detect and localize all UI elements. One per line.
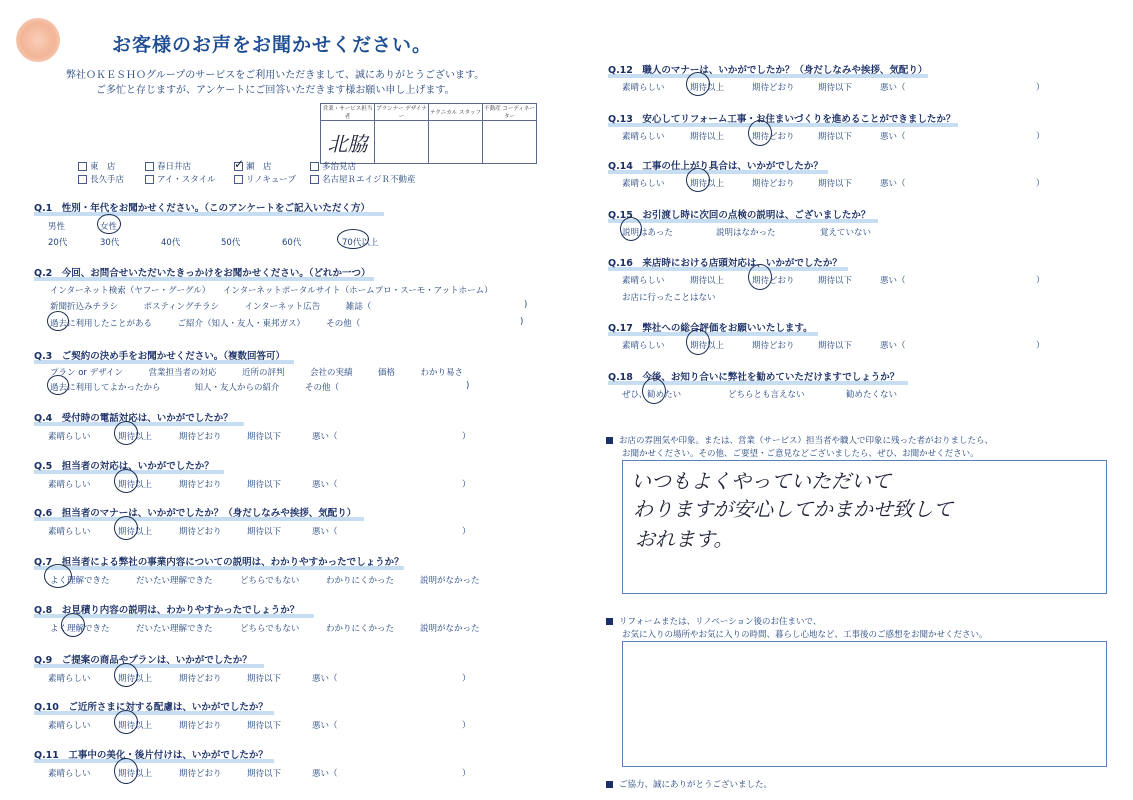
q10-rating-bad[interactable]: 悪い（	[312, 721, 338, 731]
q16-rating-above[interactable]: 期待以上	[690, 276, 725, 286]
q7-option-none[interactable]: 説明がなかった	[420, 576, 480, 586]
q16-label: Q.16 来店時における店頭対応は、いかがでしたか？	[608, 255, 842, 269]
q18-option-not-recommend[interactable]: 勧めたくない	[846, 390, 898, 400]
q7-label: Q.7 担当者による弊社の事業内容についての説明は、わかりやすかったでしょうか？	[34, 557, 404, 568]
intro-line-1: 弊社ＯＫＥＳＨＯグループのサービスをご利用いただきまして、誠にありがとうございます。	[66, 70, 485, 81]
staff-realestate-cell[interactable]	[483, 121, 537, 164]
comment1-prompt-2: お聞かせください。その他、ご要望・ご意見などございましたら、ぜひ、お聞かせください。	[622, 449, 979, 459]
comment1-line-2: わりますが安心してかまかせ致して	[633, 497, 953, 521]
q9-paren: ）	[462, 674, 471, 684]
q14-rating-excellent[interactable]: 素晴らしい	[622, 179, 665, 189]
store-label: 多治見店	[322, 162, 357, 172]
store-label: リノキューブ	[246, 175, 296, 185]
q14-rating-expected[interactable]: 期待どおり	[752, 179, 795, 189]
q11-rating-bad[interactable]: 悪い（	[312, 769, 338, 779]
answer-circle	[114, 663, 138, 687]
q5-paren: ）	[462, 480, 471, 490]
staff-header-planner: プランナー デザイナー	[375, 104, 429, 121]
q16-rating-below[interactable]: 期待以下	[818, 276, 853, 286]
store-option-kasugai[interactable]	[145, 160, 191, 172]
q8-option-neither[interactable]: どちらでもない	[240, 624, 300, 634]
q4-rating-below[interactable]: 期待以下	[247, 432, 282, 442]
q17-rating-above[interactable]: 期待以上	[690, 341, 725, 351]
store-option-istyle[interactable]	[145, 173, 216, 185]
q2-paren: )	[524, 300, 528, 310]
q6-rating-below[interactable]: 期待以下	[247, 527, 282, 537]
answer-circle	[748, 264, 772, 290]
q18-label: Q.18 今後、お知り合いに弊社を勧めていただけますでしょうか？	[608, 369, 899, 383]
q6-paren: ）	[462, 527, 471, 537]
q14-rating-bad[interactable]: 悪い（	[880, 179, 906, 189]
q8-option-mostly[interactable]: だいたい理解できた	[136, 624, 213, 634]
q9-label: Q.9 ご提案の商品やプランは、いかがでしたか？	[34, 652, 252, 666]
q4-label: Q.4 受付時の電話対応は、いかがでしたか？	[34, 410, 233, 424]
answer-circle	[114, 758, 138, 784]
checkbox-checked[interactable]	[234, 157, 245, 171]
answer-circle	[47, 375, 69, 395]
q6-rating-expected[interactable]: 期待どおり	[179, 527, 222, 537]
q9-rating-above[interactable]: 期待以上	[118, 674, 153, 684]
q12-rating-above[interactable]: 期待以上	[690, 83, 725, 93]
q18-option-recommend[interactable]: ぜひ、勧めたい	[622, 390, 682, 400]
q10-rating-above[interactable]: 期待以上	[118, 721, 153, 731]
q12-rating-excellent[interactable]: 素晴らしい	[622, 83, 665, 93]
store-label: 長久手店	[90, 175, 125, 185]
comment2-prompt-2: お気に入りの場所やお気に入りの時間、暮らし心地など、工事後のご感想をお聞かせください。	[622, 630, 988, 640]
intro-line-2: ご多忙と存じますが、アンケートにご回答いただきます様お願い申し上げます。	[96, 85, 455, 96]
answer-circle	[114, 469, 138, 493]
q10-rating-expected[interactable]: 期待どおり	[179, 721, 222, 731]
q5-rating-expected[interactable]: 期待どおり	[179, 480, 222, 490]
store-option-nagoya-realestate[interactable]	[310, 173, 416, 185]
staff-name: 北脇	[327, 131, 368, 156]
comment2-box[interactable]	[622, 641, 1107, 767]
q11-rating-above[interactable]: 期待以上	[118, 769, 153, 779]
q6-rating-above[interactable]: 期待以上	[118, 527, 153, 537]
q3-label: Q.3 ご契約の決め手をお聞かせください。（複数回答可）	[34, 348, 285, 362]
q1-age-70plus[interactable]: 70代以上	[342, 238, 379, 248]
q9-rating-excellent[interactable]: 素晴らしい	[48, 674, 91, 684]
q11-rating-excellent[interactable]: 素晴らしい	[48, 769, 91, 779]
store-option-renocube[interactable]	[234, 173, 296, 185]
q12-paren: ）	[1036, 83, 1045, 93]
q15-option-explained[interactable]: 説明はあった	[622, 228, 673, 238]
q6-rating-bad[interactable]: 悪い（	[312, 527, 338, 537]
q1-gender-female[interactable]: 女性	[100, 222, 118, 232]
store-label: 瀬 店	[246, 162, 272, 172]
answer-circle	[114, 421, 138, 445]
q17-rating-excellent[interactable]: 素晴らしい	[622, 341, 665, 351]
q10-paren: ）	[462, 721, 471, 731]
q15-label: Q.15 お引渡し時に次回の点検の説明は、ございましたか？	[608, 207, 870, 221]
q7-option-well[interactable]: よく理解できた	[50, 576, 110, 586]
q16-rating-excellent[interactable]: 素晴らしい	[622, 276, 665, 286]
staff-name-cell[interactable]	[321, 121, 375, 164]
q5-label: Q.5 担当者の対応は、いかがでしたか？	[34, 458, 214, 472]
q1-gender-male[interactable]: 男性	[48, 222, 66, 232]
answer-circle	[47, 311, 69, 331]
q13-rating-excellent[interactable]: 素晴らしい	[622, 132, 665, 142]
answer-circle	[620, 217, 642, 241]
q7-option-mostly[interactable]: だいたい理解できた	[136, 576, 213, 586]
q13-rating-expected[interactable]: 期待どおり	[752, 132, 795, 142]
q1-age-50[interactable]: 50代	[221, 238, 241, 248]
page-title: お客様のお声をお聞かせください。	[112, 34, 433, 56]
q14-rating-above[interactable]: 期待以上	[690, 179, 725, 189]
q4-rating-excellent[interactable]: 素晴らしい	[48, 432, 91, 442]
staff-header-sales: 営業・サービス担当者	[321, 104, 375, 121]
q13-rating-below[interactable]: 期待以下	[818, 132, 853, 142]
staff-header-realestate: 不動産 コーディネーター	[483, 104, 537, 121]
store-option-higashi[interactable]	[78, 160, 116, 172]
q4-rating-bad[interactable]: 悪い（	[312, 432, 338, 442]
q9-rating-bad[interactable]: 悪い（	[312, 674, 338, 684]
q8-option-well[interactable]: よく理解できた	[50, 624, 110, 634]
q4-rating-expected[interactable]: 期待どおり	[179, 432, 222, 442]
q8-label: Q.8 お見積り内容の説明は、わかりやすかったでしょうか？	[34, 602, 299, 616]
q14-label: Q.14 工事の仕上がり具合は、いかがでしたか？	[608, 158, 823, 172]
q7-option-neither[interactable]: どちらでもない	[240, 576, 300, 586]
q6-label: Q.6 担当者のマナーは、いかがでしたか？（身だしなみや挨拶、気配り）	[34, 505, 356, 519]
bullet-square-icon	[606, 437, 613, 444]
q1-age-40[interactable]: 40代	[161, 238, 181, 248]
q4-paren: ）	[462, 432, 471, 442]
q2-label: Q.2 今回、お問合せいただいたきっかけをお聞かせください。（どれか一つ）	[34, 265, 371, 279]
q12-rating-below[interactable]: 期待以下	[818, 83, 853, 93]
check-mark-icon: ✓	[234, 157, 245, 171]
q9-rating-expected[interactable]: 期待どおり	[179, 674, 222, 684]
q11-label: Q.11 工事中の美化・後片付けは、いかがでしたか？	[34, 747, 268, 761]
q16-option-never-visited[interactable]: お店に行ったことはない	[622, 293, 716, 303]
q10-label: Q.10 ご近所さまに対する配慮は、いかがでしたか？	[34, 699, 268, 713]
q2-options-line-2[interactable]: 新聞折込みチラシ ポスティングチラシ インターネット広告 雑誌（	[50, 302, 372, 312]
q1-age-30[interactable]: 30代	[100, 238, 120, 248]
answer-circle	[61, 613, 85, 637]
q17-paren: ）	[1036, 341, 1045, 351]
comment1-line-3: おれます。	[635, 527, 734, 551]
q5-rating-below[interactable]: 期待以下	[247, 480, 282, 490]
q13-paren: ）	[1036, 132, 1045, 142]
store-option-tajimi[interactable]	[310, 160, 356, 172]
q16-rating-bad[interactable]: 悪い（	[880, 276, 906, 286]
q8-option-unclear[interactable]: わかりにくかった	[326, 624, 395, 634]
q16-paren: ）	[1036, 276, 1045, 286]
q12-rating-bad[interactable]: 悪い（	[880, 83, 906, 93]
q17-label: Q.17 弊社への総合評価をお願いいたします。	[608, 320, 813, 334]
q6-rating-excellent[interactable]: 素晴らしい	[48, 527, 91, 537]
stamp-seal	[16, 18, 60, 62]
q11-rating-expected[interactable]: 期待どおり	[179, 769, 222, 779]
checkbox[interactable]	[145, 162, 154, 171]
q14-rating-below[interactable]: 期待以下	[818, 179, 853, 189]
answer-circle	[686, 329, 710, 355]
q10-rating-excellent[interactable]: 素晴らしい	[48, 721, 91, 731]
q1-label: Q.1 性別・年代をお聞かせください。（このアンケートをご記入いただく方）	[34, 200, 370, 214]
q11-paren: ）	[462, 769, 471, 779]
q5-rating-bad[interactable]: 悪い（	[312, 480, 338, 490]
q16-rating-expected[interactable]: 期待どおり	[752, 276, 795, 286]
answer-circle	[337, 229, 369, 249]
comment2-prompt: リフォームまたは、リノベーション後のお住まいで、	[606, 615, 821, 627]
checkbox[interactable]	[78, 175, 87, 184]
answer-circle	[44, 564, 72, 588]
checkbox[interactable]	[78, 162, 87, 171]
footer-thanks: ご協力、誠にありがとうございました。	[606, 778, 772, 790]
q13-rating-bad[interactable]: 悪い（	[880, 132, 906, 142]
answer-circle	[686, 168, 710, 192]
q13-label: Q.13 安心してリフォーム工事・お住まいづくりを進めることができましたか？	[608, 111, 955, 125]
checkbox[interactable]	[310, 175, 319, 184]
q15-option-not-explained[interactable]: 説明はなかった	[716, 228, 776, 238]
q10-rating-below[interactable]: 期待以下	[247, 721, 282, 731]
answer-circle	[748, 120, 772, 146]
q13-rating-above[interactable]: 期待以上	[690, 132, 725, 142]
checkbox[interactable]	[145, 175, 154, 184]
bullet-square-icon	[606, 781, 613, 788]
checkbox[interactable]	[310, 162, 319, 171]
q1-age-20[interactable]: 20代	[48, 238, 68, 248]
q2-options-line-3[interactable]: 過去に利用したことがある ご紹介（知人・友人・東邦ガス） その他（	[50, 319, 361, 329]
q9-rating-below[interactable]: 期待以下	[247, 674, 282, 684]
bullet-square-icon	[606, 618, 613, 625]
q4-rating-above[interactable]: 期待以上	[118, 432, 153, 442]
q17-rating-bad[interactable]: 悪い（	[880, 341, 906, 351]
answer-circle	[114, 516, 138, 540]
q3-options-line-1[interactable]: プラン or デザイン 営業担当者の対応 近所の評判 会社の実績 価格 わかり易さ	[50, 368, 464, 378]
q1-age-60[interactable]: 60代	[282, 238, 302, 248]
staff-technical-cell[interactable]	[429, 121, 483, 164]
q7-option-unclear[interactable]: わかりにくかった	[326, 576, 395, 586]
staff-planner-cell[interactable]	[375, 121, 429, 164]
q3-options-line-2[interactable]: 過去に利用してよかったから 知人・友人からの紹介 その他（	[50, 383, 340, 393]
q17-rating-below[interactable]: 期待以下	[818, 341, 853, 351]
comment1-box[interactable]	[622, 460, 1107, 594]
answer-circle	[686, 72, 710, 96]
store-label: アイ・スタイル	[157, 175, 216, 185]
q12-rating-expected[interactable]: 期待どおり	[752, 83, 795, 93]
staff-table	[320, 103, 537, 164]
q14-paren: ）	[1036, 179, 1045, 189]
answer-circle	[97, 214, 121, 234]
store-label: 東 店	[90, 162, 116, 172]
store-label: 名古屋ＲエイジＲ不動産	[322, 175, 416, 185]
store-option-seto[interactable]	[234, 157, 272, 172]
q5-rating-excellent[interactable]: 素晴らしい	[48, 480, 91, 490]
q18-option-undecided[interactable]: どちらとも言えない	[728, 390, 805, 400]
q5-rating-above[interactable]: 期待以上	[118, 480, 153, 490]
q11-rating-below[interactable]: 期待以下	[247, 769, 282, 779]
q17-rating-expected[interactable]: 期待どおり	[752, 341, 795, 351]
q8-option-none[interactable]: 説明がなかった	[420, 624, 480, 634]
store-label: 春日井店	[157, 162, 192, 172]
q12-label: Q.12 職人のマナーは、いかがでしたか？（身だしなみや挨拶、気配り）	[608, 65, 928, 76]
q2-options-line-1[interactable]: インターネット検索（ヤフー・グーグル） インターネットポータルサイト（ホームプロ・スーモ・アットホーム）	[50, 286, 493, 296]
q3-paren: )	[466, 381, 470, 391]
comment1-line-1: いつもよくやっていただいて	[631, 469, 891, 493]
store-option-nagakute[interactable]	[78, 173, 124, 185]
staff-header-technical: テクニカル スタッフ	[429, 104, 483, 121]
checkbox[interactable]	[234, 175, 243, 184]
answer-circle	[114, 710, 138, 734]
answer-circle	[642, 378, 666, 404]
comment1-prompt: お店の雰囲気や印象。または、営業（サービス）担当者や職人で印象に残った者がおりましたら、	[606, 434, 993, 446]
q15-option-dont-remember[interactable]: 覚えていない	[820, 228, 872, 238]
q2-paren: )	[520, 317, 524, 327]
